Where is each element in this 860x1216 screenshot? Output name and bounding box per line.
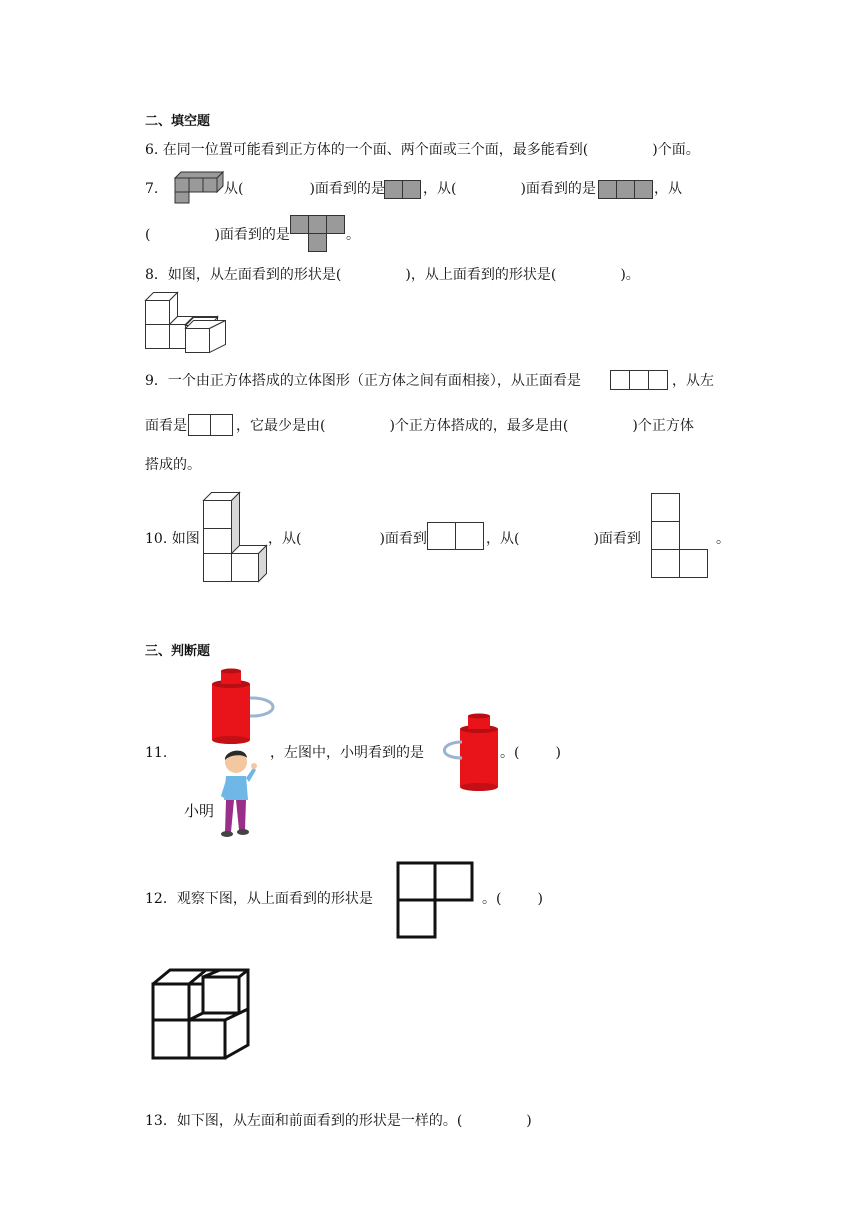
- question-13: [145, 1111, 532, 1131]
- q12-cube-figure: [150, 967, 256, 1061]
- q10-text4: ，从(: [486, 531, 520, 547]
- q7-part8: 。: [346, 227, 360, 243]
- boy-label: 小明: [184, 802, 215, 820]
- q9-line2: [236, 416, 694, 436]
- q7-view-two-squares: [384, 180, 422, 199]
- q12-tail: [482, 889, 543, 909]
- q8-mid: )，从上面看到的形状是(: [405, 267, 557, 283]
- q7-part5: ，从: [654, 181, 682, 197]
- q10-line2: [486, 529, 641, 549]
- q9-front-view: [610, 370, 670, 390]
- q7-number: 7.: [145, 181, 159, 197]
- section-heading-fill: 二、填空题: [145, 114, 211, 129]
- q10-text2: ，从(: [268, 531, 302, 547]
- q10-line: [268, 529, 427, 549]
- q6-text: 6. 在同一位置可能看到正方体的一个面、两个面或三个面，最多能看到(: [145, 142, 589, 158]
- q7-view-three-squares: [598, 180, 654, 199]
- q7-cube-figure: [166, 170, 224, 204]
- q13-text1: 13．如下图，从左面和前面看到的形状是一样的。(: [145, 1113, 463, 1129]
- q10-view-two-squares: [427, 522, 485, 550]
- q7-part7: )面看到的是: [214, 227, 290, 243]
- section-heading-judge: 三、判断题: [145, 644, 211, 659]
- q7-line1: [224, 179, 385, 199]
- q13-text2: ): [526, 1113, 532, 1129]
- q10-text1: 10. 如图: [145, 531, 200, 547]
- q9-left-view: [188, 414, 234, 436]
- q12-text1: 12．观察下图，从上面看到的形状是: [145, 891, 373, 907]
- q10-text3: )面看到: [379, 531, 427, 547]
- red-cylinder-front-ring-icon: [438, 712, 500, 792]
- question-6: [145, 140, 700, 160]
- q7-part6: (: [145, 227, 151, 243]
- q7-part4: )面看到的是: [520, 181, 596, 197]
- q7-view-t-shape: [290, 215, 346, 252]
- q7-line1b: [423, 179, 596, 199]
- q9-text3: 面看是: [145, 418, 187, 434]
- q8-cube-figure: [145, 292, 227, 354]
- q7-line2: [145, 225, 290, 245]
- q10-text5: )面看到: [593, 531, 641, 547]
- question-8: [145, 265, 640, 285]
- q12-view-shape: [396, 861, 476, 939]
- red-cylinder-with-ring-icon: [208, 667, 274, 747]
- q9-line1: [145, 371, 581, 391]
- q8-text: 8．如图，从左面看到的形状是(: [145, 267, 342, 283]
- q12-text3: ): [537, 891, 543, 907]
- q9-text2: ，从左: [672, 373, 714, 389]
- q11-text3: ): [555, 745, 561, 761]
- q9-text7: 搭成的。: [145, 457, 201, 473]
- q11-tail: [500, 743, 561, 763]
- q9-text5: )个正方体搭成的，最多是由(: [389, 418, 569, 434]
- q9-text6: )个正方体: [632, 418, 694, 434]
- q11-text1: ，左图中，小明看到的是: [270, 745, 424, 761]
- q12-text2: 。(: [482, 891, 502, 907]
- q9-text1: 9．一个由正方体搭成的立体图形（正方体之间有面相接），从正面看是: [145, 373, 581, 389]
- q7-part3: ，从(: [423, 181, 457, 197]
- q11-number: 11.: [145, 745, 168, 761]
- q10-text6: 。: [716, 531, 730, 547]
- q6-tail: )个面。: [652, 142, 700, 158]
- q7-part2: )面看到的是: [309, 181, 385, 197]
- q10-view-l-shape: [651, 493, 709, 579]
- q8-tail: )。: [620, 267, 640, 283]
- q11-text2: 。(: [500, 745, 520, 761]
- boy-xiaoming-icon: [216, 748, 256, 840]
- q7-part1: 从(: [224, 181, 244, 197]
- q9-text4: ，它最少是由(: [236, 418, 326, 434]
- q10-cube-figure: [202, 492, 270, 584]
